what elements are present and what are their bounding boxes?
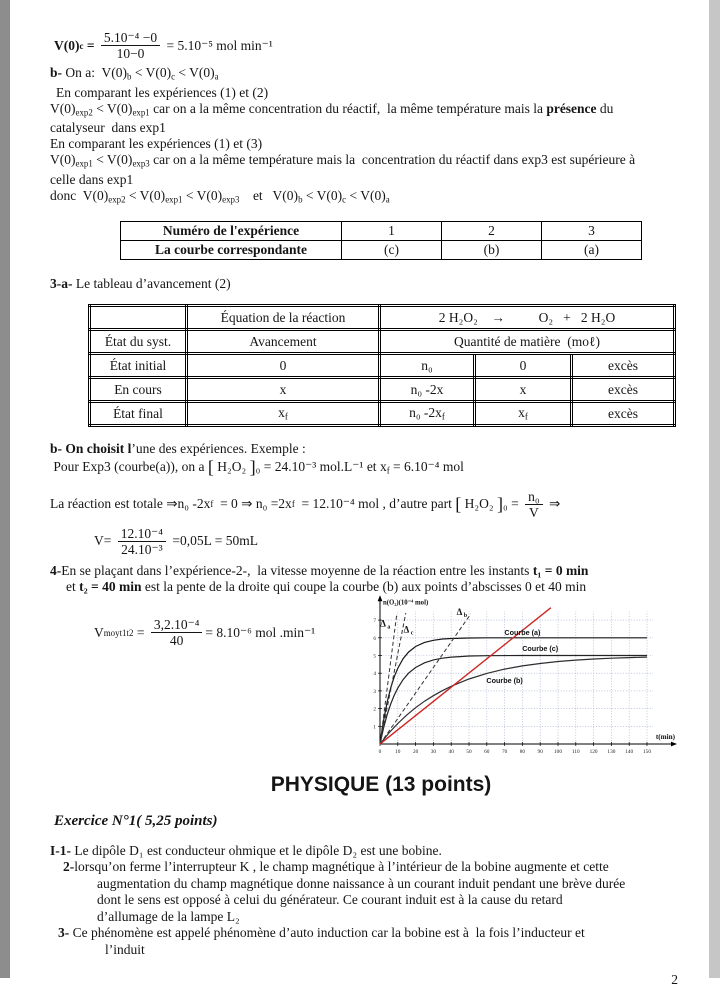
line-vexp1b: celle dans exp1 bbox=[50, 171, 134, 187]
table-cell: La courbe correspondante bbox=[121, 241, 342, 260]
svg-text:3: 3 bbox=[373, 688, 376, 695]
line-phys-p1: I-1- Le dipôle D₁ est conducteur ohmique et le dipôle D₂ est une bobine. bbox=[50, 842, 442, 858]
table-row bbox=[121, 241, 642, 260]
line-cmp13: En comparant les expériences (1) et (3) bbox=[50, 136, 263, 152]
page-number: 2 bbox=[671, 972, 678, 988]
table-cell: (b) bbox=[442, 241, 542, 260]
table-cell: État initial bbox=[90, 354, 187, 378]
kinetics-chart-svg bbox=[370, 586, 710, 766]
table-cell: xf bbox=[475, 402, 572, 426]
line-b-ona: b- On a: V(0)b < V(0)c < V(0)a bbox=[50, 65, 219, 82]
line-p4l2: et t₂ = 40 min est la pente de la droite qui coupe la courbe (b) aux points d’abscisses 0 et 40 min bbox=[66, 579, 587, 595]
svg-text:5: 5 bbox=[373, 653, 376, 660]
table-cell bbox=[90, 306, 187, 330]
svg-text:Courbe (c): Courbe (c) bbox=[522, 644, 559, 654]
svg-text:n(O₂)(10⁻⁴ mol): n(O₂)(10⁻⁴ mol) bbox=[383, 599, 429, 607]
svg-text:t(min): t(min) bbox=[655, 733, 675, 741]
table-cell: Avancement bbox=[187, 330, 380, 354]
table-cell: 0 bbox=[187, 354, 380, 378]
svg-text:120: 120 bbox=[589, 749, 598, 755]
table-cell: Numéro de l'expérience bbox=[121, 222, 342, 241]
svg-text:130: 130 bbox=[607, 749, 616, 755]
line-phys-p2l1: 2-lorsqu’on ferme l’interrupteur K , le champ magnétique à l’intérieur de la bobine augmente et cette bbox=[63, 859, 609, 875]
avancement-table bbox=[88, 304, 676, 427]
scan-left-edge bbox=[0, 0, 10, 978]
table-cell: excès bbox=[572, 402, 675, 426]
formula-vmoy: V moyt1t2 = $\frac{\text{3,2.10⁻⁴}}{40}$ = 8.10⁻⁶ mol .min⁻¹ bbox=[94, 617, 316, 649]
line-phys-p3l1: 3- Ce phénomène est appelé phénomène d’auto induction car la bobine est à la fois l’inducteur et bbox=[58, 925, 585, 941]
svg-text:Courbe (a): Courbe (a) bbox=[504, 628, 541, 638]
svg-text:30: 30 bbox=[430, 749, 437, 755]
physique-title: PHYSIQUE (13 points) bbox=[270, 773, 492, 797]
table-cell: 3 bbox=[542, 222, 642, 241]
table-cell: Quantité de matière (moℓ) bbox=[380, 330, 675, 354]
table-row bbox=[90, 306, 675, 330]
formula-volume: V= $\frac{\text{12.10⁻⁴}}{\text{24.10⁻³}}$ =0,05L = 50mL bbox=[94, 525, 258, 557]
line-phys-p2l2: augmentation du champ magnétique donne naissance à un courant induit pendant une brève durée bbox=[97, 875, 626, 891]
table-row bbox=[90, 354, 675, 378]
svg-text:Δ c: Δ $_c$ bbox=[403, 624, 414, 637]
svg-text:100: 100 bbox=[554, 749, 562, 755]
svg-text:Δ a: Δ $_a$ bbox=[380, 618, 391, 631]
svg-text:80: 80 bbox=[519, 749, 526, 755]
svg-text:150: 150 bbox=[643, 749, 651, 755]
svg-text:2: 2 bbox=[373, 706, 376, 713]
line-phys-p2l3: dont le sens est opposé à celui du générateur. Ce courant induit est à la cause du retard bbox=[97, 892, 563, 908]
line-cmp12: En comparant les expériences (1) et (2) bbox=[56, 84, 269, 100]
page-content bbox=[50, 30, 712, 1002]
table-cell: 2 bbox=[442, 222, 542, 241]
line-vexp2: V(0)exp2 < V(0)exp1 car on a la même concentration du réactif, la même température mais la présence du bbox=[50, 100, 614, 118]
table-cell: 0 bbox=[475, 354, 572, 378]
svg-text:4: 4 bbox=[373, 671, 376, 678]
table-cell: État du syst. bbox=[90, 330, 187, 354]
table-cell: n₀ -2x bbox=[380, 378, 475, 402]
kinetics-chart bbox=[370, 586, 710, 766]
table-cell: 1 bbox=[342, 222, 442, 241]
table-cell: x bbox=[187, 378, 380, 402]
table-cell: (c) bbox=[342, 241, 442, 260]
table-row bbox=[90, 378, 675, 402]
svg-text:Δ b: Δ $_b$ bbox=[456, 606, 468, 619]
svg-text:60: 60 bbox=[484, 749, 490, 755]
line-vexp1: V(0)exp1 < V(0)exp3 car on a la même température mais la concentration du réactif dans exp3 est supérieure à bbox=[50, 152, 636, 169]
svg-text:70: 70 bbox=[501, 749, 508, 755]
formula-v0c: V(0) c = $\frac{\text{5.10⁻⁴ −0}}{10-0}$ = 5.10⁻⁵ mol min⁻¹ bbox=[54, 30, 273, 62]
table-cell: État final bbox=[90, 402, 187, 426]
table-cell: (a) bbox=[542, 241, 642, 260]
table-cell: Équation de la réaction bbox=[187, 306, 380, 330]
line-vexp2b: catalyseur dans exp1 bbox=[50, 120, 166, 136]
svg-text:50: 50 bbox=[466, 749, 472, 755]
svg-text:140: 140 bbox=[625, 749, 634, 755]
table-cell: n₀ -2xf bbox=[380, 402, 475, 426]
table-row bbox=[90, 330, 675, 354]
table-cell: x bbox=[475, 378, 572, 402]
svg-text:Courbe (b): Courbe (b) bbox=[486, 675, 523, 685]
svg-text:110: 110 bbox=[571, 749, 580, 755]
table-cell-equation: 2 H₂O₂ → O₂ + 2 H₂O bbox=[380, 306, 675, 330]
line-donc: donc V(0)exp2 < V(0)exp1 < V(0)exp3 et V(0)b < V(0)c < V(0)a bbox=[50, 187, 390, 205]
line-phys-p2l4: d’allumage de la lampe L₂ bbox=[97, 908, 240, 924]
heading-3a: 3-a- Le tableau d’avancement (2) bbox=[50, 276, 231, 292]
svg-text:90: 90 bbox=[537, 749, 543, 755]
svg-text:40: 40 bbox=[448, 749, 454, 755]
table-cell: En cours bbox=[90, 378, 187, 402]
table-cell: n₀ bbox=[380, 354, 475, 378]
line-totale: La réaction est totale ⇒n₀ -2x f = 0 ⇒ n₀ =2x f = 12.10⁻⁴ mol , d’autre part [ H₂O₂ ] ₀ = $\frac{\text{n₀}}{V}$ ⇒ bbox=[50, 488, 561, 520]
line-bchoisit: b- On choisit l’une des expériences. Exemple : bbox=[50, 441, 306, 457]
table-cell: excès bbox=[572, 354, 675, 378]
svg-text:20: 20 bbox=[412, 749, 419, 755]
table-cell: xf bbox=[187, 402, 380, 426]
svg-text:0: 0 bbox=[378, 749, 382, 755]
line-phys-p3l2: l’induit bbox=[105, 941, 145, 957]
table-cell: excès bbox=[572, 378, 675, 402]
svg-text:7: 7 bbox=[373, 618, 376, 625]
svg-text:10: 10 bbox=[395, 749, 401, 755]
svg-text:6: 6 bbox=[373, 635, 376, 642]
exercice1-title: Exercice N°1( 5,25 points) bbox=[54, 813, 218, 830]
table-row bbox=[90, 402, 675, 426]
svg-text:1: 1 bbox=[373, 724, 376, 731]
line-p4l1: 4-En se plaçant dans l’expérience-2-, la vitesse moyenne de la réaction entre les instants t₁ = 0 min bbox=[50, 563, 589, 579]
experiment-curve-table bbox=[120, 221, 642, 260]
line-pourexp3: Pour Exp3 (courbe(a)), on a [ H₂O₂ ]₀ = 24.10⁻³ mol.L⁻¹ et xf = 6.10⁻⁴ mol bbox=[50, 456, 464, 477]
table-row bbox=[121, 222, 642, 241]
